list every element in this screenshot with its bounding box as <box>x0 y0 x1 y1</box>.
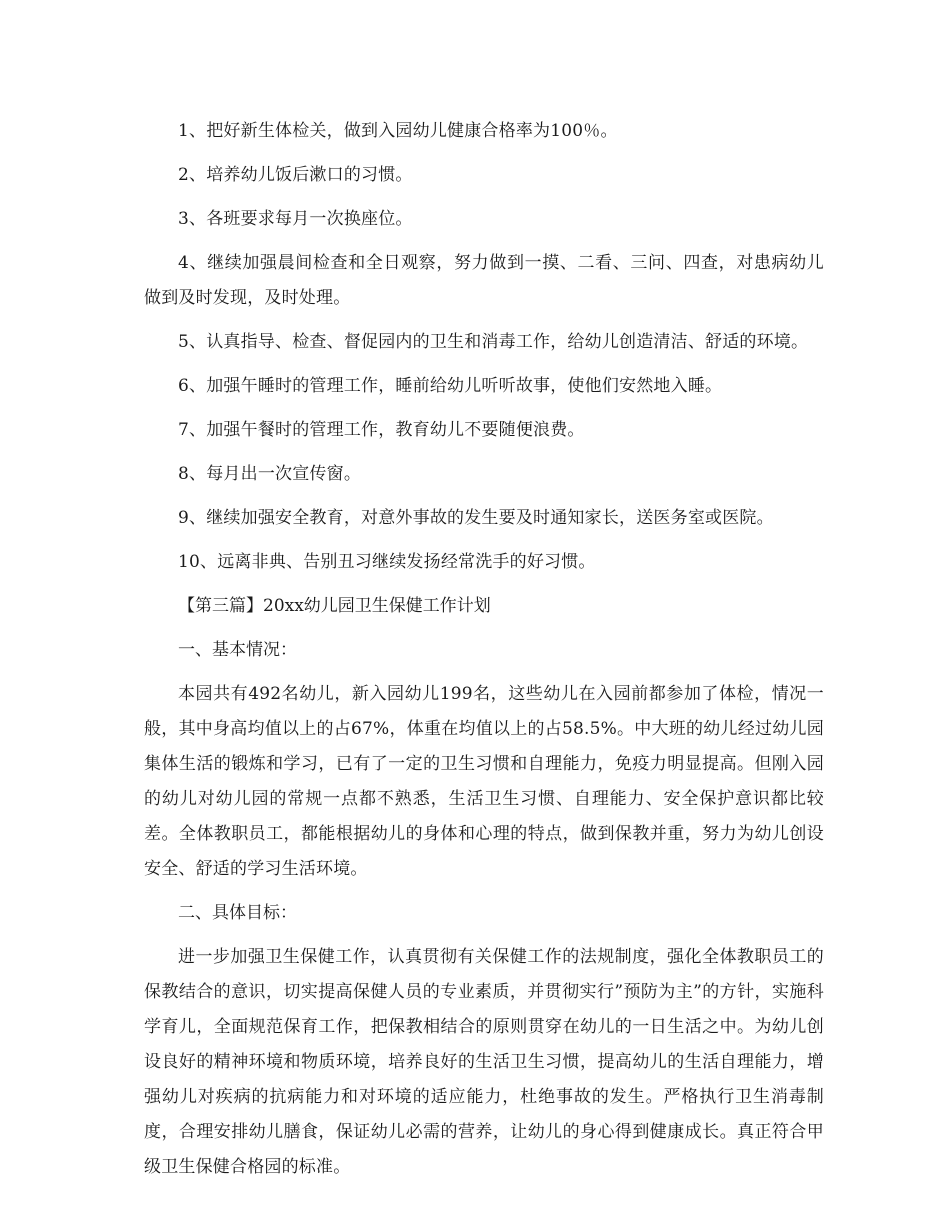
list-item-6: 6、加强午睡时的管理工作，睡前给幼儿听听故事，使他们安然地入睡。 <box>178 376 723 396</box>
list-item-3: 3、各班要求每月一次换座位。 <box>178 209 413 229</box>
subsection-basic-body: 本园共有492名幼儿，新入园幼儿199名，这些幼儿在入园前都参加了体检，情况一般，其中身高均值以上的占67%，体重在均值以上的占58.5%。中大班的幼儿经过幼儿园集体生活的锻炼和学习，已有了一定的卫生习惯和自理能力，免疫力明显提高。但刚入园的幼儿对幼儿园的常规一点都不熟悉，生活卫生习惯、自理能力、安全保护意识都比较差。全体教职员工，都能根据幼儿的身体和心理的特点，做到保教并重，努力为幼儿创设安全、舒适的学习生活环境。 <box>144 684 824 879</box>
list-item-5: 5、认真指导、检查、督促园内的卫生和消毒工作，给幼儿创造清洁、舒适的环境。 <box>178 332 809 352</box>
section-title: 【第三篇】20xx幼儿园卫生保健工作计划 <box>178 596 491 616</box>
subsection-basic-title: 一、基本情况： <box>178 640 297 660</box>
list-item-9: 9、继续加强安全教育，对意外事故的发生要及时通知家长，送医务室或医院。 <box>178 508 774 528</box>
subsection-goals-body: 进一步加强卫生保健工作，认真贯彻有关保健工作的法规制度，强化全体教职员工的保教结合的意识，切实提高保健人员的专业素质，并贯彻实行”预防为主”的方针，实施科学育儿，全面规范保育工作，把保教相结合的原则贯穿在幼儿的一日生活之中。为幼儿创设良好的精神环境和物质环境，培养良好的生活卫生习惯，提高幼儿的生活自理能力，增强幼儿对疾病的抗病能力和对环境的适应能力，杜绝事故的发生。严格执行卫生消毒制度，合理安排幼儿膳食，保证幼儿必需的营养，让幼儿的身心得到健康成长。真正符合甲级卫生保健合格园的标准。 <box>144 947 824 1177</box>
list-item-1: 1、把好新生体检关，做到入园幼儿健康合格率为100％。 <box>178 121 618 141</box>
list-item-2: 2、培养幼儿饭后漱口的习惯。 <box>178 165 413 185</box>
list-item-7: 7、加强午餐时的管理工作，教育幼儿不要随便浪费。 <box>178 420 585 440</box>
list-item-8: 8、每月出一次宣传窗。 <box>178 464 362 484</box>
list-item-4: 4、继续加强晨间检查和全日观察，努力做到一摸、二看、三问、四查，对患病幼儿做到及时发现，及时处理。 <box>144 253 824 308</box>
list-item-10: 10、远离非典、告别丑习继续发扬经常洗手的好习惯。 <box>178 552 596 572</box>
subsection-goals-title: 二、具体目标： <box>178 903 297 923</box>
document-body <box>144 114 824 1194</box>
